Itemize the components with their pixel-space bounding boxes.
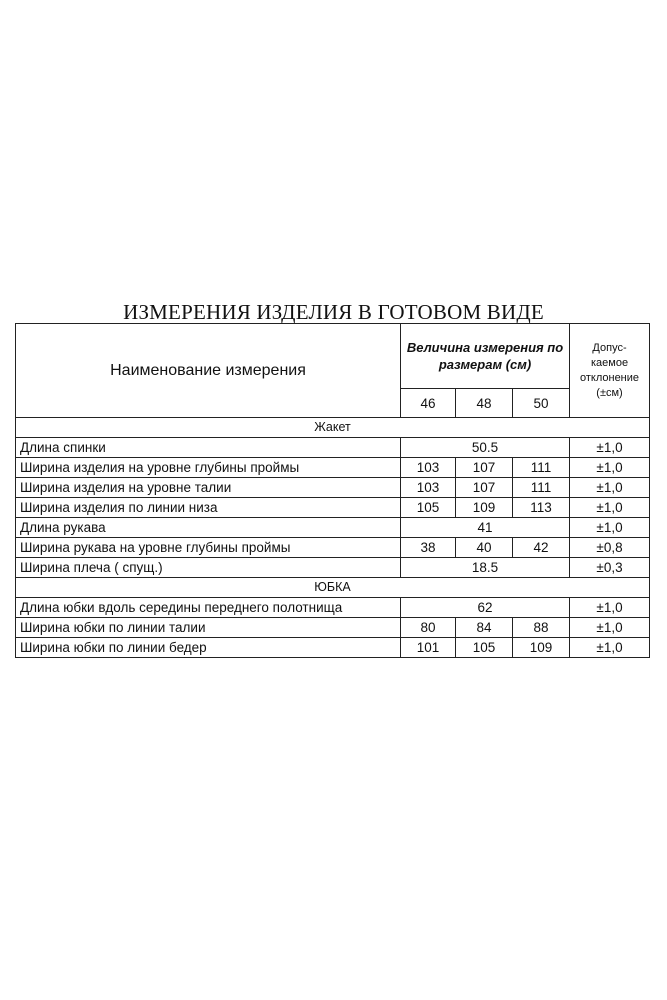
row-name: Длина юбки вдоль середины переднего полотнища	[16, 598, 401, 618]
section-row	[16, 418, 650, 438]
row-value-46: 80	[401, 618, 456, 638]
row-tolerance: ±1,0	[570, 638, 650, 658]
row-value-50: 113	[513, 498, 570, 518]
row-value-48: 107	[456, 458, 513, 478]
row-value-46: 101	[401, 638, 456, 658]
row-tolerance: ±0,3	[570, 558, 650, 578]
page-title: ИЗМЕРЕНИЯ ИЗДЕЛИЯ В ГОТОВОМ ВИДЕ	[123, 300, 544, 324]
table-row	[16, 618, 650, 638]
row-value-48: 109	[456, 498, 513, 518]
row-value-48: 84	[456, 618, 513, 638]
row-value-50: 88	[513, 618, 570, 638]
header-size-46: 46	[401, 389, 456, 418]
row-merged-value: 50.5	[401, 438, 570, 458]
row-name: Ширина юбки по линии бедер	[16, 638, 401, 658]
row-tolerance: ±1,0	[570, 438, 650, 458]
row-tolerance: ±1,0	[570, 498, 650, 518]
table-row	[16, 498, 650, 518]
row-merged-value: 41	[401, 518, 570, 538]
row-value-46: 103	[401, 478, 456, 498]
row-name: Длина рукава	[16, 518, 401, 538]
row-tolerance: ±1,0	[570, 618, 650, 638]
row-merged-value: 62	[401, 598, 570, 618]
row-tolerance: ±1,0	[570, 458, 650, 478]
table-row	[16, 638, 650, 658]
row-name: Ширина рукава на уровне глубины проймы	[16, 538, 401, 558]
row-name: Длина спинки	[16, 438, 401, 458]
row-tolerance: ±1,0	[570, 478, 650, 498]
row-value-46: 38	[401, 538, 456, 558]
header-tolerance: Допус-каемое отклонение (±см)	[570, 324, 650, 418]
row-value-46: 103	[401, 458, 456, 478]
header-row	[16, 324, 650, 389]
row-tolerance: ±1,0	[570, 598, 650, 618]
header-size-48: 48	[456, 389, 513, 418]
row-name: Ширина юбки по линии талии	[16, 618, 401, 638]
measurements-table	[15, 323, 650, 658]
row-tolerance: ±1,0	[570, 518, 650, 538]
row-name: Ширина плеча ( спущ.)	[16, 558, 401, 578]
table-row	[16, 558, 650, 578]
row-value-50: 111	[513, 458, 570, 478]
row-value-48: 105	[456, 638, 513, 658]
table-row	[16, 478, 650, 498]
row-value-46: 105	[401, 498, 456, 518]
header-size-group: Величина измерения по размерам (см)	[401, 324, 570, 389]
section-row	[16, 578, 650, 598]
row-value-50: 109	[513, 638, 570, 658]
row-merged-value: 18.5	[401, 558, 570, 578]
table-row	[16, 538, 650, 558]
row-value-48: 107	[456, 478, 513, 498]
section-title-skirt: ЮБКА	[16, 578, 650, 598]
row-name: Ширина изделия на уровне глубины проймы	[16, 458, 401, 478]
table-row	[16, 518, 650, 538]
section-title-jacket: Жакет	[16, 418, 650, 438]
table-row	[16, 598, 650, 618]
header-size-50: 50	[513, 389, 570, 418]
row-value-50: 111	[513, 478, 570, 498]
table-row	[16, 438, 650, 458]
row-name: Ширина изделия на уровне талии	[16, 478, 401, 498]
row-value-50: 42	[513, 538, 570, 558]
table-row	[16, 458, 650, 478]
row-tolerance: ±0,8	[570, 538, 650, 558]
row-name: Ширина изделия по линии низа	[16, 498, 401, 518]
row-value-48: 40	[456, 538, 513, 558]
header-name: Наименование измерения	[16, 324, 401, 418]
